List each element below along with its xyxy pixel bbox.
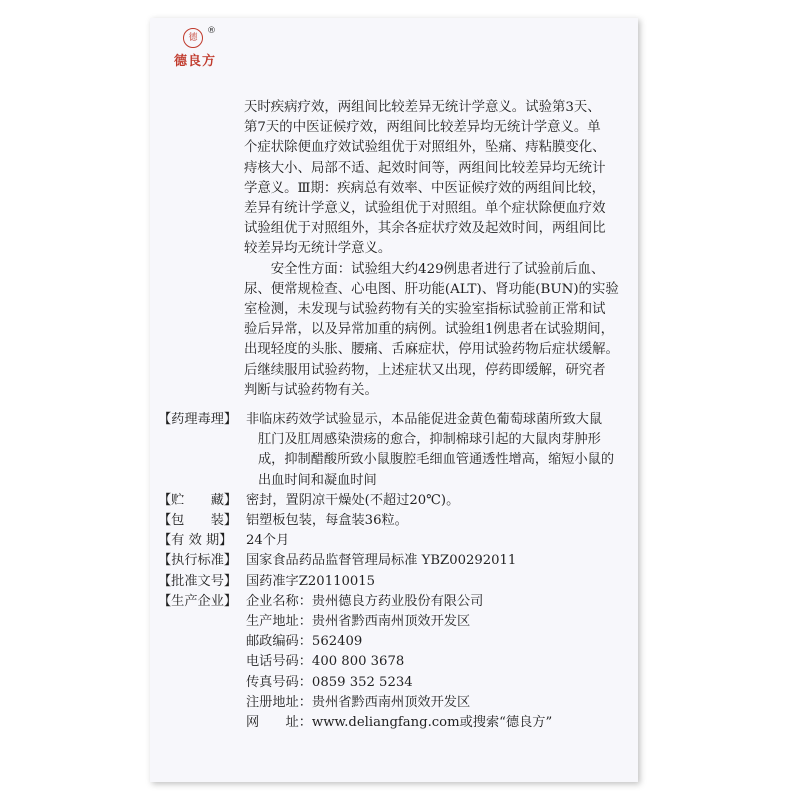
text-line: 天时疾病疗效，两组间比较差异无统计学意义。试验第3天、: [244, 100, 601, 115]
section-standard: [158, 551, 636, 571]
website-line: 网 址：www.deliangfang.com或搜索“德良方”: [246, 715, 553, 731]
text-line: 判断与试验药物有关。: [244, 382, 378, 398]
text-line: 第7天的中医证候疗效，两组间比较差异均无统计学意义。单: [244, 120, 601, 136]
section-validity: [158, 531, 636, 551]
section-value: 铝塑板包装，每盒装36粒。: [246, 513, 408, 529]
section-package: [158, 511, 636, 531]
production-address-line: 生产地址：贵州省黔西南州顶效开发区: [246, 614, 471, 630]
text-line: 较差异均无统计学意义。: [244, 241, 392, 257]
section-label: 【包 装】: [158, 513, 238, 529]
section-storage: [158, 491, 636, 511]
text-line: 出现轻度的头胀、腰痛、舌麻症状，停用试验药物后症状缓解。: [244, 342, 619, 358]
fax-line: 传真号码：0859 352 5234: [246, 674, 413, 690]
company-name-line: 企业名称：贵州德良方药业股份有限公司: [246, 593, 484, 609]
section-value: 密封，置阴凉干燥处(不超过20℃)。: [246, 492, 460, 508]
text-line: 尿、便常规检查、心电图、肝功能(ALT)、肾功能(BUN)的实验: [244, 281, 619, 297]
text-line: 后继续服用试验药物，上述症状又出现，停药即缓解，研究者: [244, 362, 606, 378]
section-pharmacology: [158, 410, 636, 491]
brand-name: 德良方: [173, 54, 216, 69]
registered-mark: ®: [207, 26, 216, 36]
section-label: 【生产企业】: [158, 593, 238, 609]
phone-line: 电话号码：400 800 3678: [246, 654, 405, 670]
efficacy-paragraph: [244, 98, 634, 260]
text-line: 出血时间和凝血时间: [258, 472, 377, 488]
text-line: 痔核大小、局部不适、起效时间等，两组间比较差异均无统计: [244, 160, 606, 176]
section-value: [244, 592, 636, 733]
section-value: 国药准字Z20110015: [246, 573, 376, 589]
section-approval: [158, 572, 636, 592]
section-value: 24个月: [246, 533, 290, 549]
text-line: 试验组优于对照组外，其余各症状疗效及起效时间，两组间比: [244, 221, 606, 237]
text-line: 安全性方面：试验组大约429例患者进行了试验前后血、: [270, 261, 605, 277]
section-value: 国家食品药品监督管理局标准 YBZ00292011: [246, 553, 517, 569]
section-manufacturer: [158, 592, 636, 733]
brand-logo: [165, 28, 225, 70]
section-label: 【执行标准】: [158, 553, 238, 569]
text-line: 室检测，未发现与试验药物有关的实验室指标试验前正常和试: [244, 302, 606, 318]
leaflet-sections: [158, 410, 636, 733]
text-line: 肛门及肛周感染溃疡的愈合，抑制棉球引起的大鼠肉芽肿形: [258, 432, 601, 448]
text-line: 非临床药效学试验显示，本品能促进金黄色葡萄球菌所致大鼠: [246, 412, 603, 427]
text-line: 验后异常，以及异常加重的病例。试验组1例患者在试验期间，: [244, 322, 615, 338]
text-line: 成，抑制醋酸所致小鼠腹腔毛细血管通透性增高，缩短小鼠的: [258, 452, 615, 468]
section-label: 【批准文号】: [158, 573, 238, 589]
section-label: 【有 效 期】: [158, 533, 233, 549]
safety-paragraph: [244, 260, 634, 401]
postal-code-line: 邮政编码：562409: [246, 634, 363, 650]
brand-seal-icon: 德: [183, 28, 203, 48]
registered-address-line: 注册地址：贵州省黔西南州顶效开发区: [246, 694, 471, 710]
text-line: 个症状除便血疗效试验组优于对照组外，坠痛、痔粘膜变化、: [244, 140, 606, 156]
text-line: 差异有统计学意义，试验组优于对照组。单个症状除便血疗效: [244, 201, 606, 217]
text-line: 学意义。Ⅲ期：疾病总有效率、中医证候疗效的两组间比较，: [244, 180, 606, 196]
section-label: 【贮 藏】: [158, 492, 238, 508]
clinical-trial-text: [244, 98, 634, 401]
section-value: [244, 410, 636, 491]
section-label: 【药理毒理】: [158, 412, 238, 427]
